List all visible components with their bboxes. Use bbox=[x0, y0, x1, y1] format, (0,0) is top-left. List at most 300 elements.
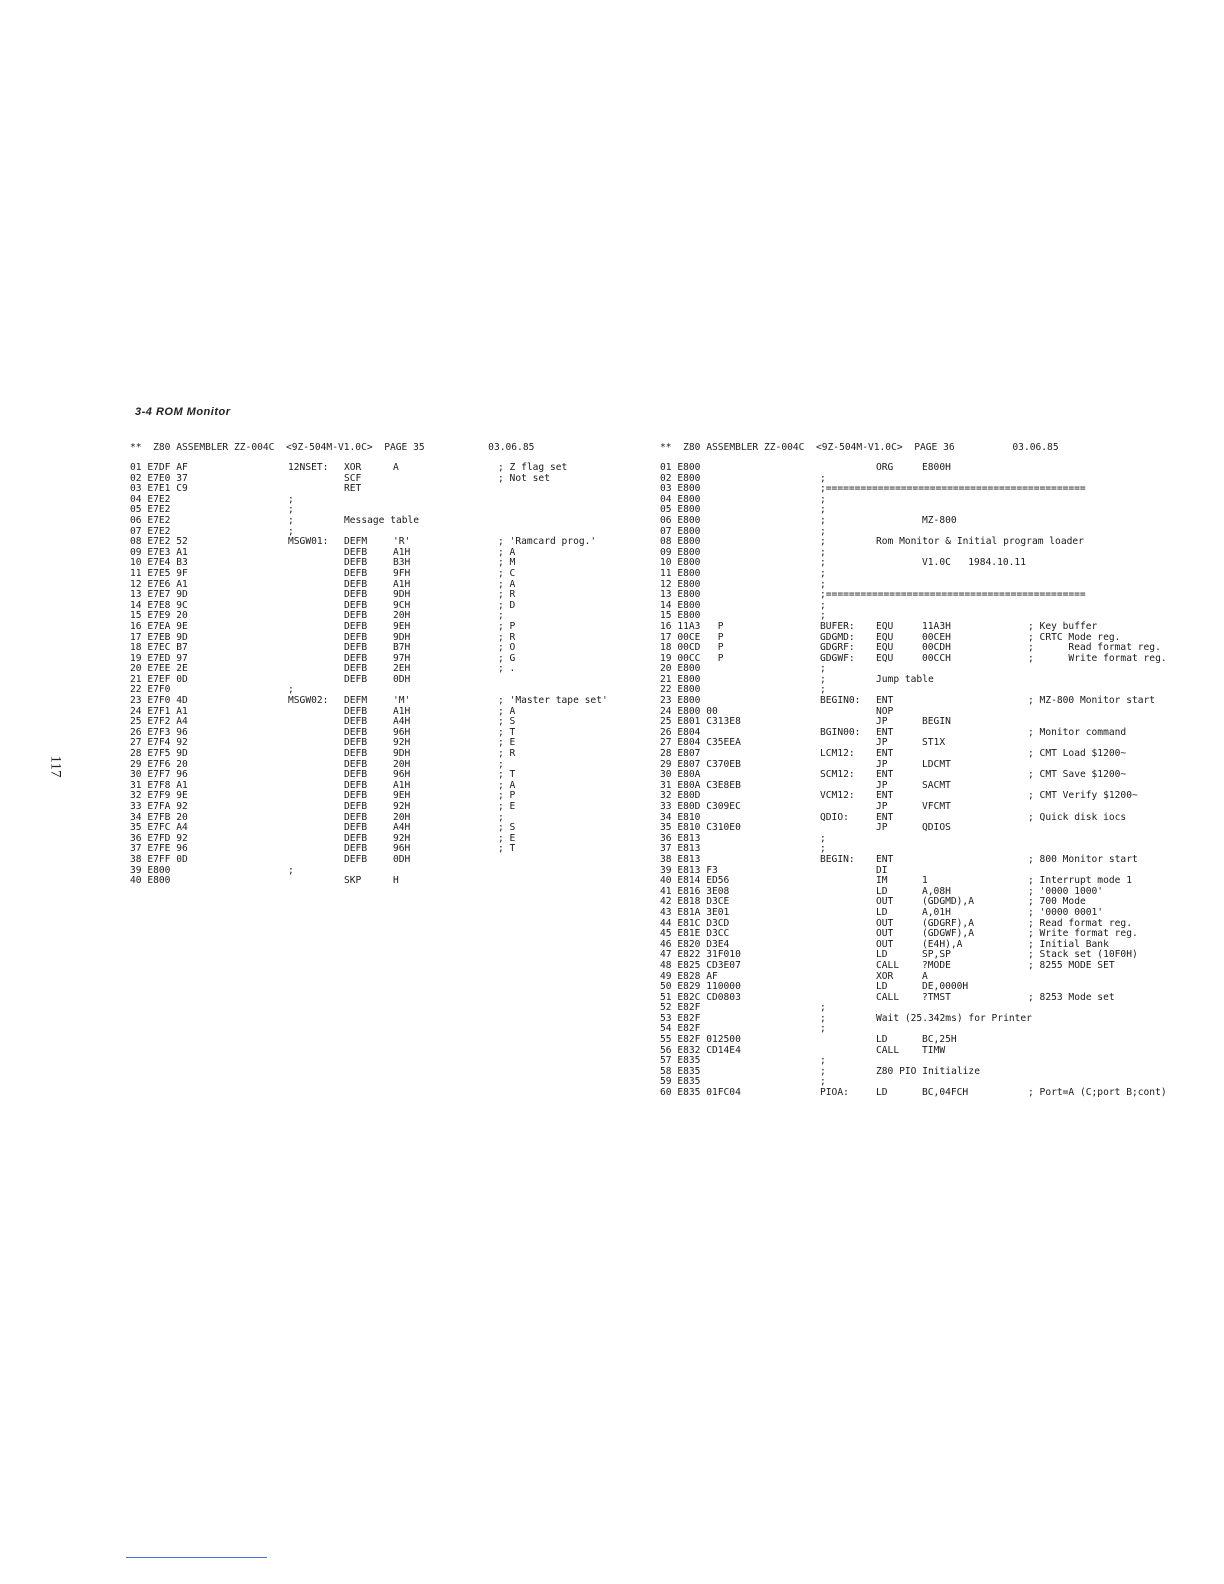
label-field: ; bbox=[288, 684, 294, 696]
mnemonic-field: SKP bbox=[344, 875, 362, 887]
mnemonic-field: Jump table bbox=[876, 673, 934, 685]
line-address-code: 15 E800 bbox=[660, 610, 701, 622]
listing-row bbox=[130, 580, 630, 591]
operand-field: H bbox=[393, 875, 399, 887]
comment-field: ; A bbox=[498, 546, 516, 558]
operand-field: 96H bbox=[393, 726, 411, 738]
label-field: BUFER: bbox=[820, 620, 855, 632]
label-field: ; bbox=[820, 843, 826, 855]
mnemonic-field: JP bbox=[876, 779, 888, 791]
comment-field: ; bbox=[498, 811, 504, 823]
header-title: Z80 ASSEMBLER ZZ-004C bbox=[153, 442, 275, 453]
operand-field: 9EH bbox=[393, 620, 411, 632]
operand-field: (GDGRF),A bbox=[922, 917, 974, 929]
operand-field: VFCMT bbox=[922, 801, 951, 812]
line-address-code: 38 E813 bbox=[660, 853, 701, 865]
comment-field: ; A bbox=[498, 578, 516, 590]
operand-field: 96H bbox=[393, 769, 411, 781]
operand-field: MZ-800 bbox=[922, 514, 957, 526]
mnemonic-field: XOR bbox=[876, 970, 894, 982]
label-field: ; bbox=[820, 1065, 826, 1077]
mnemonic-field: ENT bbox=[876, 811, 894, 823]
comment-field: ; S bbox=[498, 822, 516, 834]
line-address-code: 44 E81C D3CD bbox=[660, 917, 730, 929]
listing-row bbox=[660, 495, 1200, 506]
listing-row bbox=[130, 601, 630, 612]
operand-field: 20H bbox=[393, 610, 411, 622]
mnemonic-field: ENT bbox=[876, 853, 894, 865]
listing-row bbox=[660, 558, 1200, 569]
label-field: LCM12: bbox=[820, 748, 855, 760]
listing-row bbox=[130, 749, 630, 760]
operand-field: 9CH bbox=[393, 599, 411, 611]
line-address-code: 17 E7EB 9D bbox=[130, 631, 188, 643]
mnemonic-field: DEFB bbox=[344, 557, 368, 569]
listing-row bbox=[130, 537, 630, 548]
mnemonic-field: EQU bbox=[876, 620, 894, 632]
line-address-code: 11 E7E5 9F bbox=[130, 567, 188, 579]
line-address-code: 22 E800 bbox=[660, 684, 701, 696]
mnemonic-field: EQU bbox=[876, 642, 894, 654]
header-page: PAGE 35 bbox=[384, 442, 425, 453]
operand-field: 00CCH bbox=[922, 652, 951, 664]
mnemonic-field: DEFB bbox=[344, 589, 368, 601]
listing-row bbox=[130, 781, 630, 792]
mnemonic-field: CALL bbox=[876, 1044, 900, 1056]
comment-field: ; T bbox=[498, 769, 516, 781]
label-field: MSGW02: bbox=[288, 695, 329, 707]
listing-row bbox=[130, 664, 630, 675]
line-address-code: 27 E804 C35EEA bbox=[660, 737, 741, 749]
listing-row bbox=[660, 834, 1200, 845]
mnemonic-field: JP bbox=[876, 758, 888, 770]
listing-rows bbox=[660, 463, 1200, 1099]
line-address-code: 29 E7F6 20 bbox=[130, 758, 188, 770]
mnemonic-field: DEFB bbox=[344, 832, 368, 844]
listing-row bbox=[660, 823, 1200, 834]
operand-field: A1H bbox=[393, 578, 411, 590]
mnemonic-field: LD bbox=[876, 906, 888, 918]
comment-field: ; bbox=[498, 610, 504, 622]
line-address-code: 35 E810 C310E0 bbox=[660, 822, 741, 834]
line-address-code: 12 E7E6 A1 bbox=[130, 578, 188, 590]
header-page: PAGE 36 bbox=[914, 442, 955, 453]
operand-field: ?TMST bbox=[922, 991, 951, 1003]
operand-field: 20H bbox=[393, 758, 411, 770]
header-title: Z80 ASSEMBLER ZZ-004C bbox=[683, 442, 805, 453]
label-field: ; bbox=[288, 493, 294, 505]
mnemonic-field: Message table bbox=[344, 514, 420, 526]
mnemonic-field: DEFB bbox=[344, 567, 368, 579]
listing-row bbox=[130, 770, 630, 781]
mnemonic-field: DEFB bbox=[344, 769, 368, 781]
listing-row bbox=[660, 696, 1200, 707]
line-address-code: 40 E814 ED56 bbox=[660, 875, 730, 887]
line-address-code: 59 E835 bbox=[660, 1076, 701, 1088]
listing-row bbox=[660, 516, 1200, 527]
listing-row bbox=[660, 802, 1200, 813]
line-address-code: 39 E813 F3 bbox=[660, 864, 718, 876]
line-address-code: 07 E800 bbox=[660, 525, 701, 537]
label-field: QDIO: bbox=[820, 811, 849, 823]
comment-field: ; A bbox=[498, 705, 516, 717]
line-address-code: 20 E800 bbox=[660, 663, 701, 675]
listing-row bbox=[130, 633, 630, 644]
label-field: BEGIN: bbox=[820, 853, 855, 865]
label-field: VCM12: bbox=[820, 790, 855, 802]
label-field: GDGMD: bbox=[820, 631, 855, 643]
left-listing bbox=[130, 442, 630, 887]
listing-row bbox=[130, 643, 630, 654]
mnemonic-field: CALL bbox=[876, 991, 900, 1003]
line-address-code: 45 E81E D3CC bbox=[660, 928, 730, 940]
label-field: ; bbox=[820, 514, 826, 526]
line-address-code: 60 E835 01FC04 bbox=[660, 1087, 741, 1099]
operand-field: 9DH bbox=[393, 631, 411, 643]
line-address-code: 57 E835 bbox=[660, 1055, 701, 1067]
operand-field: TIMW bbox=[922, 1044, 946, 1056]
operand-field: 'R' bbox=[393, 536, 411, 548]
line-address-code: 37 E813 bbox=[660, 843, 701, 855]
line-address-code: 27 E7F4 92 bbox=[130, 737, 188, 749]
listing-row bbox=[130, 717, 630, 728]
line-address-code: 34 E810 bbox=[660, 811, 701, 823]
line-address-code: 38 E7FF 0D bbox=[130, 853, 188, 865]
listing-row bbox=[130, 844, 630, 855]
comment-field: ; M bbox=[498, 557, 516, 569]
operand-field: 00CDH bbox=[922, 642, 951, 654]
label-field: ; bbox=[288, 514, 294, 526]
listing-row bbox=[660, 675, 1200, 686]
mnemonic-field: DEFB bbox=[344, 790, 368, 802]
operand-field: 0DH bbox=[393, 853, 411, 865]
line-address-code: 09 E800 bbox=[660, 546, 701, 558]
operand-field: BEGIN bbox=[922, 716, 951, 728]
comment-field: ; Interrupt mode 1 bbox=[1028, 875, 1132, 887]
label-field: ;============================================= bbox=[820, 483, 1086, 495]
mnemonic-field: DEFB bbox=[344, 546, 368, 558]
listing-row bbox=[130, 516, 630, 527]
mnemonic-field: Rom Monitor & Initial program loader bbox=[876, 536, 1084, 548]
comment-field: ; CMT Save $1200~ bbox=[1028, 769, 1127, 781]
mnemonic-field: ENT bbox=[876, 790, 894, 802]
listing-row bbox=[130, 813, 630, 824]
line-address-code: 02 E800 bbox=[660, 472, 701, 484]
line-address-code: 05 E7E2 bbox=[130, 504, 171, 516]
line-address-code: 14 E800 bbox=[660, 599, 701, 611]
comment-field: ; Write format reg. bbox=[1028, 652, 1167, 664]
mnemonic-field: DEFB bbox=[344, 642, 368, 654]
line-address-code: 03 E7E1 C9 bbox=[130, 483, 188, 495]
line-address-code: 28 E807 bbox=[660, 748, 701, 760]
line-address-code: 17 00CE P bbox=[660, 631, 724, 643]
header-file: <9Z-504M-V1.0C> bbox=[815, 442, 903, 453]
line-address-code: 58 E835 bbox=[660, 1065, 701, 1077]
header-date: 03.06.85 bbox=[488, 442, 535, 453]
line-address-code: 32 E80D bbox=[660, 790, 701, 802]
label-field: ; bbox=[820, 578, 826, 590]
line-address-code: 05 E800 bbox=[660, 504, 701, 516]
mnemonic-field: DEFB bbox=[344, 801, 368, 812]
operand-field: 97H bbox=[393, 652, 411, 664]
comment-field: ; 700 Mode bbox=[1028, 896, 1086, 908]
comment-field: ; CMT Load $1200~ bbox=[1028, 748, 1127, 760]
comment-field: ; MZ-800 Monitor start bbox=[1028, 695, 1156, 707]
mnemonic-field: LD bbox=[876, 949, 888, 961]
listing-row bbox=[130, 791, 630, 802]
line-address-code: 16 11A3 P bbox=[660, 620, 724, 632]
operand-field: 92H bbox=[393, 801, 411, 812]
line-address-code: 43 E81A 3E01 bbox=[660, 906, 730, 918]
mnemonic-field: DEFB bbox=[344, 652, 368, 664]
mnemonic-field: DEFB bbox=[344, 822, 368, 834]
operand-field: SACMT bbox=[922, 779, 951, 791]
line-address-code: 50 E829 110000 bbox=[660, 981, 741, 993]
line-address-code: 55 E82F 012500 bbox=[660, 1034, 741, 1046]
operand-field: 0DH bbox=[393, 673, 411, 685]
comment-field: ; Stack set (10F0H) bbox=[1028, 949, 1138, 961]
listing-row bbox=[660, 601, 1200, 612]
mnemonic-field: OUT bbox=[876, 896, 894, 908]
label-field: GDGRF: bbox=[820, 642, 855, 654]
listing-header bbox=[130, 442, 630, 454]
label-field: ; bbox=[820, 567, 826, 579]
mnemonic-field: DEFB bbox=[344, 631, 368, 643]
operand-field: A,08H bbox=[922, 885, 951, 897]
operand-field: B7H bbox=[393, 642, 411, 654]
listing-row bbox=[660, 908, 1200, 919]
label-field: MSGW01: bbox=[288, 536, 329, 548]
listing-row bbox=[660, 1067, 1200, 1078]
label-field: ; bbox=[288, 525, 294, 537]
operand-field: ST1X bbox=[922, 737, 946, 749]
line-address-code: 30 E7F7 96 bbox=[130, 769, 188, 781]
comment-field: ; C bbox=[498, 567, 516, 579]
listing-row bbox=[660, 1046, 1200, 1057]
operand-field: B3H bbox=[393, 557, 411, 569]
listing-row bbox=[660, 654, 1200, 665]
comment-field: ; CMT Verify $1200~ bbox=[1028, 790, 1138, 802]
mnemonic-field: RET bbox=[344, 483, 362, 495]
line-address-code: 26 E804 bbox=[660, 726, 701, 738]
listing-row bbox=[660, 537, 1200, 548]
mnemonic-field: OUT bbox=[876, 928, 894, 940]
operand-field: SP,SP bbox=[922, 949, 951, 961]
operand-field: A bbox=[393, 462, 399, 473]
mnemonic-field: DEFB bbox=[344, 726, 368, 738]
line-address-code: 18 E7EC B7 bbox=[130, 642, 188, 654]
listing-row bbox=[660, 463, 1200, 474]
line-address-code: 21 E7EF 0D bbox=[130, 673, 188, 685]
listing-row bbox=[130, 728, 630, 739]
listing-row bbox=[130, 474, 630, 485]
operand-field: E800H bbox=[922, 462, 951, 473]
line-address-code: 02 E7E0 37 bbox=[130, 472, 188, 484]
listing-row bbox=[130, 548, 630, 559]
mnemonic-field: JP bbox=[876, 716, 888, 728]
line-address-code: 56 E832 CD14E4 bbox=[660, 1044, 741, 1056]
comment-field: ; Read format reg. bbox=[1028, 917, 1132, 929]
mnemonic-field: DEFB bbox=[344, 748, 368, 760]
label-field: ; bbox=[820, 1023, 826, 1035]
comment-field: ; . bbox=[498, 663, 516, 675]
line-address-code: 39 E800 bbox=[130, 864, 171, 876]
line-address-code: 19 00CC P bbox=[660, 652, 724, 664]
mnemonic-field: Z80 PIO Initialize bbox=[876, 1065, 980, 1077]
mnemonic-field: DEFB bbox=[344, 673, 368, 685]
label-field: ; bbox=[820, 525, 826, 537]
line-address-code: 28 E7F5 9D bbox=[130, 748, 188, 760]
mnemonic-field: DEFB bbox=[344, 705, 368, 717]
line-address-code: 23 E800 bbox=[660, 695, 701, 707]
label-field: GDGWF: bbox=[820, 652, 855, 664]
comment-field: ; CRTC Mode reg. bbox=[1028, 631, 1121, 643]
mnemonic-field: IM bbox=[876, 875, 888, 887]
line-address-code: 21 E800 bbox=[660, 673, 701, 685]
operand-field: (GDGMD),A bbox=[922, 896, 974, 908]
label-field: BEGIN0: bbox=[820, 695, 861, 707]
header-marks: ** bbox=[130, 442, 142, 453]
listing-row bbox=[130, 590, 630, 601]
line-address-code: 06 E7E2 bbox=[130, 514, 171, 526]
mnemonic-field: DEFB bbox=[344, 811, 368, 823]
operand-field: (E4H),A bbox=[922, 938, 963, 950]
listing-row bbox=[130, 569, 630, 580]
listing-row bbox=[130, 558, 630, 569]
listing-row bbox=[130, 866, 630, 877]
operand-field: A1H bbox=[393, 779, 411, 791]
operand-field: A4H bbox=[393, 822, 411, 834]
operand-field: 20H bbox=[393, 811, 411, 823]
operand-field: 9DH bbox=[393, 589, 411, 601]
operand-field: 2EH bbox=[393, 663, 411, 675]
mnemonic-field: DEFB bbox=[344, 663, 368, 675]
line-address-code: 11 E800 bbox=[660, 567, 701, 579]
mnemonic-field: EQU bbox=[876, 631, 894, 643]
line-address-code: 29 E807 C370EB bbox=[660, 758, 741, 770]
header-file: <9Z-504M-V1.0C> bbox=[285, 442, 373, 453]
label-field: ; bbox=[288, 864, 294, 876]
mnemonic-field: Wait (25.342ms) for Printer bbox=[876, 1012, 1032, 1024]
comment-field: ; Write format reg. bbox=[1028, 928, 1138, 940]
listing-row bbox=[130, 622, 630, 633]
label-field: ; bbox=[820, 1002, 826, 1014]
operand-field: 96H bbox=[393, 843, 411, 855]
line-address-code: 35 E7FC A4 bbox=[130, 822, 188, 834]
listing-row bbox=[130, 696, 630, 707]
listing-row bbox=[130, 834, 630, 845]
line-address-code: 46 E820 D3E4 bbox=[660, 938, 730, 950]
listing-row bbox=[130, 495, 630, 506]
line-address-code: 49 E828 AF bbox=[660, 970, 718, 982]
mnemonic-field: DEFB bbox=[344, 758, 368, 770]
label-field: ; bbox=[820, 610, 826, 622]
mnemonic-field: OUT bbox=[876, 938, 894, 950]
mnemonic-field: LD bbox=[876, 1034, 888, 1046]
label-field: ; bbox=[820, 536, 826, 548]
label-field: ; bbox=[820, 673, 826, 685]
comment-field: ; 8253 Mode set bbox=[1028, 991, 1115, 1003]
line-address-code: 31 E80A C3E8EB bbox=[660, 779, 741, 791]
line-address-code: 07 E7E2 bbox=[130, 525, 171, 537]
operand-field: A4H bbox=[393, 716, 411, 728]
listing-row bbox=[130, 484, 630, 495]
comment-field: ; 8255 MODE SET bbox=[1028, 959, 1115, 971]
listing-row bbox=[130, 876, 630, 887]
operand-field: 'M' bbox=[393, 695, 411, 707]
mnemonic-field: DEFB bbox=[344, 737, 368, 749]
mnemonic-field: DEFB bbox=[344, 578, 368, 590]
label-field: ; bbox=[820, 832, 826, 844]
operand-field: A bbox=[922, 970, 928, 982]
line-address-code: 31 E7F8 A1 bbox=[130, 779, 188, 791]
line-address-code: 09 E7E3 A1 bbox=[130, 546, 188, 558]
listing-row bbox=[660, 1014, 1200, 1025]
comment-field: ; O bbox=[498, 642, 516, 654]
listing-row bbox=[660, 622, 1200, 633]
label-field: PIOA: bbox=[820, 1087, 849, 1099]
line-address-code: 40 E800 bbox=[130, 875, 171, 887]
label-field: ; bbox=[820, 472, 826, 484]
mnemonic-field: ENT bbox=[876, 726, 894, 738]
line-address-code: 37 E7FE 96 bbox=[130, 843, 188, 855]
mnemonic-field: DI bbox=[876, 864, 888, 876]
comment-field: ; R bbox=[498, 631, 516, 643]
mnemonic-field: XOR bbox=[344, 462, 362, 473]
line-address-code: 16 E7EA 9E bbox=[130, 620, 188, 632]
label-field: ; bbox=[288, 504, 294, 516]
listing-row bbox=[660, 590, 1200, 601]
operand-field: 00CEH bbox=[922, 631, 951, 643]
line-address-code: 24 E800 00 bbox=[660, 705, 718, 717]
comment-field: ; A bbox=[498, 779, 516, 791]
right-listing bbox=[660, 442, 1200, 1099]
line-address-code: 48 E825 CD3E07 bbox=[660, 959, 741, 971]
comment-field: ; P bbox=[498, 620, 516, 632]
line-address-code: 32 E7F9 9E bbox=[130, 790, 188, 802]
comment-field: ; 'Master tape set' bbox=[498, 695, 608, 707]
comment-field: ; '0000 0001' bbox=[1028, 906, 1104, 918]
comment-field: ; S bbox=[498, 716, 516, 728]
line-address-code: 06 E800 bbox=[660, 514, 701, 526]
line-address-code: 10 E7E4 B3 bbox=[130, 557, 188, 569]
operand-field: 9FH bbox=[393, 567, 411, 579]
label-field: ; bbox=[820, 1055, 826, 1067]
mnemonic-field: DEFB bbox=[344, 620, 368, 632]
line-address-code: 10 E800 bbox=[660, 557, 701, 569]
comment-field: ; 800 Monitor start bbox=[1028, 853, 1138, 865]
mnemonic-field: DEFB bbox=[344, 779, 368, 791]
comment-field: ; Not set bbox=[498, 472, 550, 484]
line-address-code: 47 E822 31F010 bbox=[660, 949, 741, 961]
line-address-code: 25 E801 C313E8 bbox=[660, 716, 741, 728]
mnemonic-field: ENT bbox=[876, 748, 894, 760]
comment-field: ; Read format reg. bbox=[1028, 642, 1161, 654]
listing-row bbox=[660, 1088, 1200, 1099]
mnemonic-field: ORG bbox=[876, 462, 894, 473]
comment-field: ; E bbox=[498, 737, 516, 749]
line-address-code: 13 E800 bbox=[660, 589, 701, 601]
label-field: 12NSET: bbox=[288, 462, 329, 473]
line-address-code: 13 E7E7 9D bbox=[130, 589, 188, 601]
label-field: SCM12: bbox=[820, 769, 855, 781]
line-address-code: 33 E7FA 92 bbox=[130, 801, 188, 812]
listing-row bbox=[130, 802, 630, 813]
comment-field: ; G bbox=[498, 652, 516, 664]
mnemonic-field: JP bbox=[876, 737, 888, 749]
line-address-code: 03 E800 bbox=[660, 483, 701, 495]
label-field: ; bbox=[820, 546, 826, 558]
